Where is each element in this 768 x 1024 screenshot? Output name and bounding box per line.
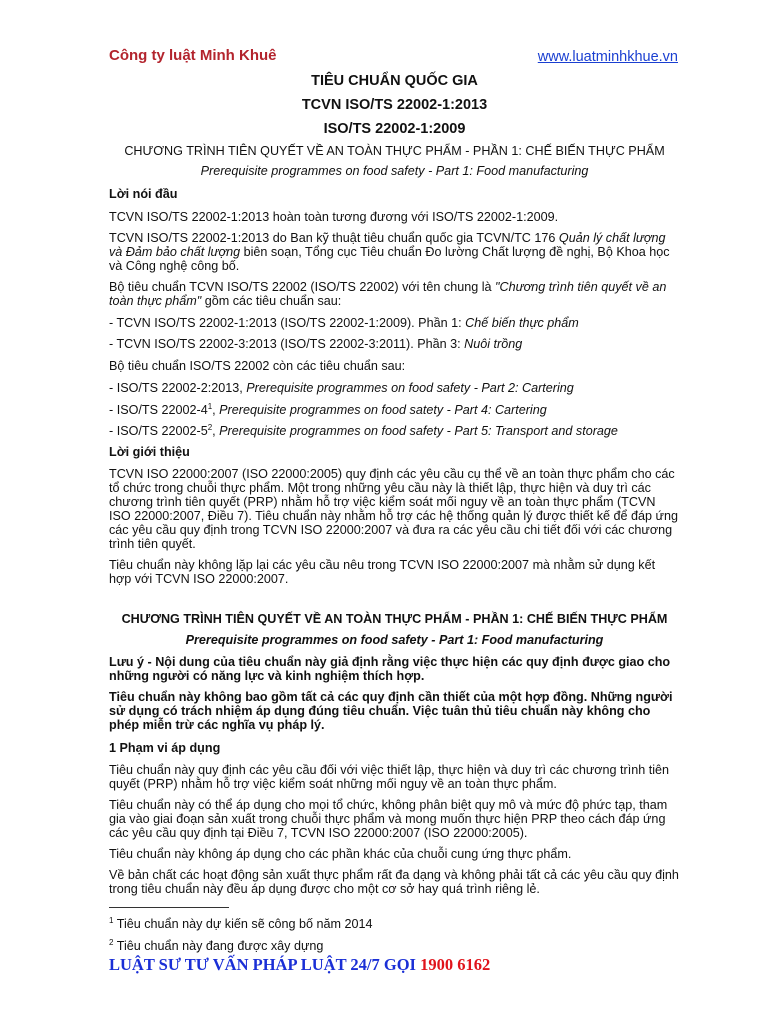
foreword-list-2 bbox=[109, 337, 680, 351]
foreword-list-3-a: - ISO/TS 22002-2:2013, bbox=[109, 381, 247, 395]
doc-title-line3: ISO/TS 22002-1:2009 bbox=[323, 121, 466, 137]
body-title: CHƯƠNG TRÌNH TIÊN QUYẾT VỀ AN TOÀN THỰC PHẨM - PHẦN 1: CHẾ BIẾN THỰC PHẨM bbox=[121, 612, 668, 626]
section-1-p4: Về bản chất các hoạt động sản xuất thực phẩm rất đa dạng và không phải tất cả các yêu cầu quy định trong tiêu chuẩn này đều áp dụng được cho một cơ sở hay quá trình riêng lẻ. bbox=[109, 868, 679, 896]
footnote-2 bbox=[109, 939, 323, 953]
website-link[interactable]: www.luatminhkhue.vn bbox=[537, 49, 678, 65]
footnote-2-marker: 2 bbox=[109, 937, 114, 947]
section-1-p2: Tiêu chuẩn này có thể áp dụng cho mọi tổ chức, không phân biệt quy mô và mức độ phức tạp, tham gia vào giai đoạn sản xuất trong chuỗi thực phẩm và mong muốn thực hiện PRP theo cách đáp ứng các yêu cầu quy định tại Điều 7, TCVN ISO 22000:2007 (ISO 22000:2005). bbox=[109, 798, 668, 840]
section-1-p1: Tiêu chuẩn này quy định các yêu cầu đối với việc thiết lập, thực hiện và duy trì các chương trình tiên quyết (PRP) nhằm hỗ trợ việc kiểm soát những mối nguy về an toàn thực phẩm. bbox=[109, 763, 670, 791]
foreword-p3-a: Bộ tiêu chuẩn TCVN ISO/TS 22002 (ISO/TS 22002) với tên chung là bbox=[109, 280, 496, 294]
foreword-list-5-em: Prerequisite programmes on food safety - Part 5: Transport and storage bbox=[219, 424, 618, 438]
foreword-p3-b: gồm các tiêu chuẩn sau: bbox=[201, 294, 342, 308]
foreword-list-4-em: Prerequisite programmes on food satety - Part 4: Cartering bbox=[219, 403, 547, 417]
footnote-divider bbox=[109, 907, 229, 908]
foreword-p1: TCVN ISO/TS 22002-1:2013 hoàn toàn tương đương với ISO/TS 22002-1:2009. bbox=[109, 210, 559, 224]
intro-p1: TCVN ISO 22000:2007 (ISO 22000:2005) quy định các yêu cầu cụ thể về an toàn thực phẩm cho các tổ chức trong chuỗi thực phẩm. Một trong những yêu cầu này là thiết lập, thực hiện và duy trì các chương trình tiên quyết (PRP) nhằm hỗ trợ việc kiểm soát mối nguy về an toàn thực phẩm (TCVN ISO 22000:2007, Điều 7). Tiêu chuẩn này nhằm hỗ trợ các hệ thống quản lý được thiết kế để đáp ứng các yêu cầu quy định trong TCVN ISO 22000:2007 và đưa ra các yêu cầu chi tiết đối với các chương trình tiên quyết. bbox=[109, 467, 678, 551]
foreword-p4: Bộ tiêu chuẩn ISO/TS 22002 còn các tiêu chuẩn sau: bbox=[109, 359, 406, 373]
foreword-list-4-a: - ISO/TS 22002-4 bbox=[109, 403, 208, 417]
foreword-list-4-b: , bbox=[212, 403, 220, 417]
foreword-p3-em: "Chương trình tiên quyết về an toàn thực phẩm" bbox=[109, 280, 667, 308]
page-footer bbox=[109, 955, 490, 975]
foreword-list-5 bbox=[109, 424, 680, 438]
foreword-list-2-a: - TCVN ISO/TS 22002-3:2013 (ISO/TS 22002-3:2011). Phần 3: bbox=[109, 337, 465, 351]
foreword-p2-a: TCVN ISO/TS 22002-1:2013 do Ban kỹ thuật tiêu chuẩn quốc gia TCVN/TC 176 bbox=[109, 231, 559, 245]
footnote-2-text: Tiêu chuẩn này đang được xây dựng bbox=[113, 939, 324, 953]
section-1-p3: Tiêu chuẩn này không áp dụng cho các phần khác của chuỗi cung ứng thực phẩm. bbox=[109, 847, 572, 861]
foreword-list-3-em: Prerequisite programmes on food safety - Part 2: Cartering bbox=[246, 381, 574, 395]
intro-p2: Tiêu chuẩn này không lặp lại các yêu cầu nêu trong TCVN ISO 22000:2007 mà nhằm sử dụng kết hợp với TCVN ISO 22000:2007. bbox=[109, 558, 656, 586]
hotline-number[interactable]: 1900 6162 bbox=[420, 955, 491, 974]
body-title-en: Prerequisite programmes on food safety - Part 1: Food manufacturing bbox=[185, 633, 604, 647]
legal-note-2: Tiêu chuẩn này không bao gồm tất cả các quy định cần thiết của một hợp đồng. Những người sử dụng có trách nhiệm áp dụng đúng tiêu chuẩn. Việc tuân thủ tiêu chuẩn này không cho phép miễn trừ các nghĩa vụ pháp lý. bbox=[109, 690, 673, 732]
doc-title-line2: TCVN ISO/TS 22002-1:2013 bbox=[301, 97, 488, 113]
foreword-list-5-b: , bbox=[212, 424, 220, 438]
foreword-list-4 bbox=[109, 403, 680, 417]
doc-title-line1: TIÊU CHUẨN QUỐC GIA bbox=[311, 73, 478, 89]
footnote-1-text: Tiêu chuẩn này dự kiến sẽ công bố năm 2014 bbox=[113, 917, 373, 931]
footer-text: LUẬT SƯ TƯ VẤN PHÁP LUẬT 24/7 GỌI bbox=[109, 955, 421, 974]
foreword-heading: Lời nói đầu bbox=[109, 187, 178, 201]
foreword-list-1-em: Chế biến thực phẩm bbox=[465, 316, 579, 330]
foreword-p2-em: Quản lý chất lượng và Đảm bảo chất lượng bbox=[109, 231, 666, 259]
doc-subtitle-en: Prerequisite programmes on food safety - Part 1: Food manufacturing bbox=[200, 164, 589, 178]
footnote-ref-1[interactable]: 1 bbox=[207, 401, 213, 411]
foreword-p3 bbox=[109, 280, 680, 308]
foreword-list-1-a: - TCVN ISO/TS 22002-1:2013 (ISO/TS 22002-1:2009). Phần 1: bbox=[109, 316, 466, 330]
foreword-list-2-em: Nuôi trồng bbox=[464, 337, 523, 351]
document-content bbox=[109, 72, 680, 896]
footnote-ref-2[interactable]: 2 bbox=[207, 422, 213, 432]
intro-heading: Lời giới thiệu bbox=[109, 445, 190, 459]
foreword-list-5-a: - ISO/TS 22002-5 bbox=[109, 424, 208, 438]
doc-subtitle: CHƯƠNG TRÌNH TIÊN QUYẾT VỀ AN TOÀN THỰC PHẨM - PHẦN 1: CHẾ BIẾN THỰC PHẨM bbox=[124, 144, 665, 158]
foreword-p2-b: biên soạn, Tổng cục Tiêu chuẩn Đo lường Chất lượng đề nghị, Bộ Khoa học và Công nghệ công bố. bbox=[109, 245, 670, 273]
legal-note-1: Lưu ý - Nội dung của tiêu chuẩn này giả định rằng việc thực hiện các quy định được giao cho những người có năng lực và kinh nghiệm thích hợp. bbox=[109, 655, 671, 683]
footnote-1 bbox=[109, 917, 373, 931]
foreword-list-3 bbox=[109, 381, 680, 395]
section-1-heading: 1 Phạm vi áp dụng bbox=[109, 741, 221, 755]
page-header bbox=[109, 47, 678, 69]
foreword-list-1 bbox=[109, 316, 680, 330]
foreword-p2 bbox=[109, 231, 680, 273]
company-name: Công ty luật Minh Khuê bbox=[109, 47, 277, 64]
footnote-1-marker: 1 bbox=[109, 915, 114, 925]
